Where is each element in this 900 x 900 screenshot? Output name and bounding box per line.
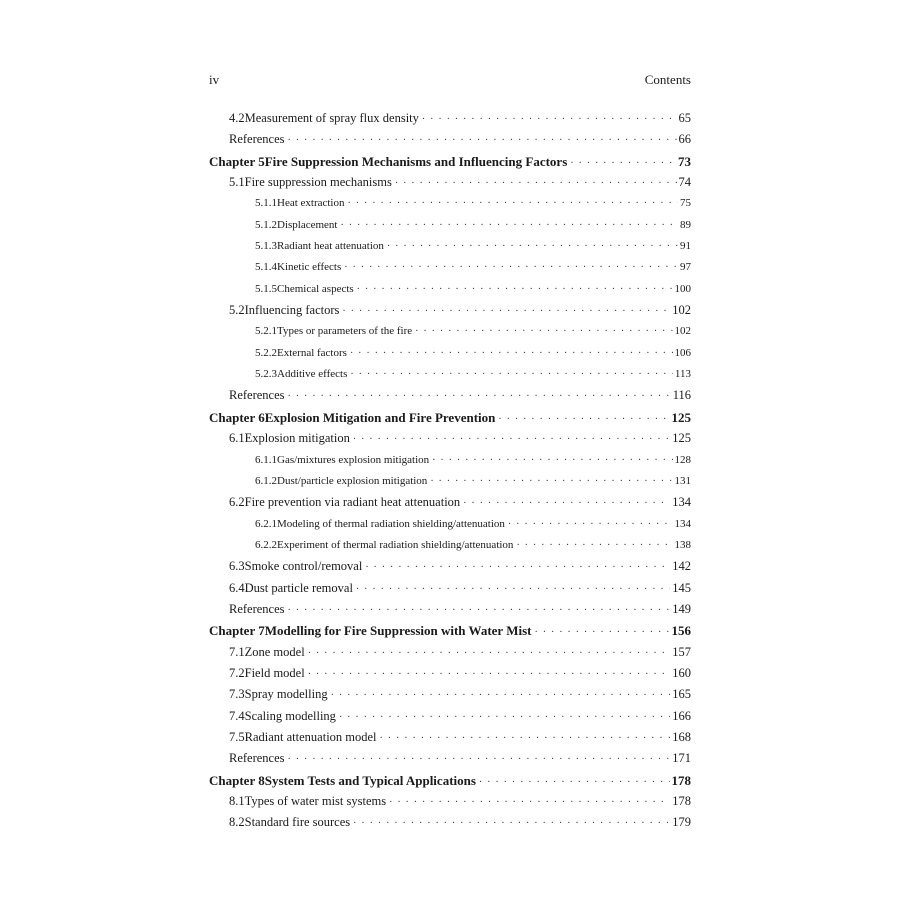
toc-entry-number: 5.1.4 [255,261,277,274]
toc-entry-page: 116 [672,388,691,403]
toc-references-entry[interactable] [209,599,691,620]
toc-entry-title: Fire Suppression Mechanisms and Influencing Factors [264,153,568,169]
toc-entry-title: Fire prevention via radiant heat attenuation [244,495,461,510]
toc-entry-number: 7.2 [229,665,245,680]
toc-references-entry[interactable] [209,129,691,150]
toc-entry-page: 131 [674,474,691,487]
dot-leader [350,364,673,385]
toc-entry-title: Spray modelling [244,687,328,702]
toc-entry-page: 91 [680,240,691,253]
dot-leader [344,257,678,278]
toc-entry-title: Scaling modelling [244,708,336,723]
dot-leader [535,622,670,643]
toc-entry-number: 7.5 [229,729,245,744]
toc-entry-page: 89 [680,218,691,231]
toc-entry-number: 5.2.1 [255,325,277,338]
toc-entry-title: Fire suppression mechanisms [244,175,392,190]
dot-leader [353,429,670,450]
dot-leader [308,664,671,685]
toc-entry-number: 6.2.1 [255,517,277,530]
toc-entry-title: Dust particle removal [244,580,353,595]
toc-entry-page: 73 [678,153,691,169]
toc-entry-title: References [229,751,285,766]
toc-entry-number: 5.1.1 [255,197,277,210]
toc-entry-number: 6.3 [229,559,245,574]
toc-entry-title: Experiment of thermal radiation shielding/attenuation [277,538,514,551]
toc-section-entry[interactable] [209,706,691,727]
toc-entry-title: Heat extraction [277,197,345,210]
dot-leader [430,471,672,492]
toc-section-entry[interactable] [209,663,691,684]
toc-section-entry[interactable] [209,727,691,748]
toc-entry-title: Explosion mitigation [244,431,350,446]
toc-entry-number: 5.1 [229,175,245,190]
dot-leader [308,643,671,664]
toc-entry-page: 125 [672,431,691,446]
toc-entry-page: 134 [672,495,691,510]
toc-entry-page: 97 [680,261,691,274]
toc-entry-number: 5.1.2 [255,218,277,231]
toc-section-entry[interactable] [209,215,691,236]
toc-section-entry[interactable] [209,172,691,193]
toc-entry-page: 74 [678,175,691,190]
toc-entry-title: Additive effects [277,368,348,381]
toc-entry-number: Chapter 7 [209,623,265,639]
dot-leader [331,685,671,706]
dot-leader [339,707,670,728]
toc-entry-page: 66 [678,132,691,147]
toc-section-entry[interactable] [209,193,691,214]
dot-leader [356,579,670,600]
toc-section-entry[interactable] [209,556,691,577]
toc-entry-number: 6.1.1 [255,453,277,466]
toc-entry-page: 142 [672,559,691,574]
toc-section-entry[interactable] [209,471,691,492]
toc-entry-number: 7.3 [229,687,245,702]
toc-section-entry[interactable] [209,364,691,385]
dot-leader [422,109,677,130]
toc-entry-title: Smoke control/removal [244,559,363,574]
toc-entry-number: 6.1.2 [255,474,277,487]
page-header [209,72,691,88]
toc-entry-number: 6.2.2 [255,538,277,551]
toc-entry-page: 128 [674,453,691,466]
toc-entry-number: 8.1 [229,794,245,808]
toc-entry-title: Radiant attenuation model [244,729,377,744]
toc-entry-number: Chapter 5 [209,153,265,169]
toc-entry-page: 75 [680,197,691,210]
toc-references-entry[interactable] [209,385,691,406]
dot-leader [342,301,670,322]
toc-entry-page: 157 [672,644,691,659]
dot-leader [498,409,669,430]
dot-leader [389,792,670,813]
toc-section-entry[interactable] [209,343,691,364]
toc-entry-title: Types of water mist systems [244,794,387,808]
toc-entry-page: 102 [672,303,691,318]
toc-entry-title: Modeling of thermal radiation shielding/attenuation [277,517,505,530]
toc-entry-page: 166 [672,708,691,723]
toc-entry-number: 6.4 [229,580,245,595]
dot-leader [348,193,679,214]
toc-entry-title: Chemical aspects [277,282,354,295]
dot-leader [395,173,677,194]
toc-section-entry[interactable] [209,257,691,278]
toc-entry-page: 113 [674,368,691,381]
toc-entry-number: 5.2 [229,303,245,318]
toc-entry-title: Influencing factors [244,303,340,318]
toc-entry-page: 100 [674,282,691,295]
toc-entry-title: References [229,601,285,616]
dot-leader [350,343,673,364]
toc-entry-page: 134 [674,517,691,530]
toc-entry-number: 7.1 [229,644,245,659]
toc-entry-page: 156 [671,623,691,639]
toc-section-entry[interactable] [209,492,691,513]
toc-entry-page: 145 [672,580,691,595]
toc-entry-title: Explosion Mitigation and Fire Prevention [264,409,496,425]
toc-chapter-entry[interactable] [209,151,691,172]
toc-section-entry[interactable] [209,321,691,342]
toc-entry-title: Radiant heat attenuation [277,240,384,253]
toc-entry-title: Kinetic effects [277,261,342,274]
toc-section-entry[interactable] [209,279,691,300]
toc-entry-number: 7.4 [229,708,245,723]
toc-entry-page: 138 [674,538,691,551]
toc-entry-number: 8.2 [229,815,245,830]
dot-leader [508,514,673,535]
page-number-roman: iv [209,72,220,87]
toc-entry-page: 179 [672,815,691,830]
dot-leader [288,600,671,621]
dot-leader [353,813,670,834]
toc-entry-title: Standard fire sources [244,815,351,830]
dot-leader [387,236,678,257]
toc-section-entry[interactable] [209,535,691,556]
toc-chapter-entry[interactable] [209,770,691,791]
dot-leader [288,130,677,151]
toc-entry-page: 171 [672,751,691,766]
toc-section-entry[interactable] [209,108,691,129]
toc-entry-number: 6.2 [229,495,245,510]
dot-leader [340,215,678,236]
toc-entry-number: Chapter 6 [209,409,265,425]
toc-entry-title: External factors [277,346,347,359]
toc-entry-number: 6.1 [229,431,245,446]
toc-entry-number: 5.2.3 [255,368,277,381]
toc-section-entry[interactable] [209,578,691,599]
toc-entry-page: 149 [672,601,691,616]
toc-references-entry[interactable] [209,748,691,769]
dot-leader [288,749,671,770]
toc-section-entry[interactable] [209,791,691,812]
toc-entry-page: 106 [674,346,691,359]
dot-leader [288,386,671,407]
toc-entry-page: 102 [674,325,691,338]
toc-entry-title: References [229,132,285,147]
toc-entry-title: Displacement [277,218,338,231]
toc-entry-number: 5.1.5 [255,282,277,295]
dot-leader [479,772,670,793]
toc-entry-title: Gas/mixtures explosion mitigation [277,453,430,466]
toc-entry-page: 165 [672,687,691,702]
toc-entry-number: 5.2.2 [255,346,277,359]
toc-section-entry[interactable] [209,514,691,535]
dot-leader [570,153,676,174]
dot-leader [365,557,670,578]
toc-entry-title: Dust/particle explosion mitigation [277,474,428,487]
dot-leader [432,450,672,471]
toc-chapter-entry[interactable] [209,407,691,428]
toc-section-entry[interactable] [209,450,691,471]
toc-entry-number: 5.1.3 [255,240,277,253]
running-title: Contents [644,72,691,87]
toc-section-entry[interactable] [209,684,691,705]
dot-leader [516,535,672,556]
toc-entry-title: Types or parameters of the fire [277,325,413,338]
dot-leader [357,279,673,300]
toc-entry-page: 168 [672,729,691,744]
toc-chapter-entry[interactable] [209,620,691,641]
dot-leader [463,493,670,514]
toc-entry-title: Zone model [244,644,305,659]
toc-entry-title: Measurement of spray flux density [244,111,419,125]
toc-entry-page: 178 [672,794,691,808]
toc-entry-title: Modelling for Fire Suppression with Water Mist [264,623,532,639]
toc-entry-page: 178 [671,772,691,788]
dot-leader [415,321,672,342]
toc-entry-title: References [229,388,285,403]
toc-section-entry[interactable] [209,642,691,663]
toc-entry-number: Chapter 8 [209,772,265,788]
dot-leader [380,728,671,749]
toc-section-entry[interactable] [209,812,691,833]
toc-section-entry[interactable] [209,236,691,257]
toc-entry-number: 4.2 [229,111,245,125]
toc-entry-title: Field model [244,665,305,680]
toc-entry-page: 65 [678,111,691,125]
toc-section-entry[interactable] [209,428,691,449]
toc-entry-title: System Tests and Typical Applications [264,772,476,788]
toc-section-entry[interactable] [209,300,691,321]
toc-entry-page: 125 [671,409,691,425]
table-of-contents [209,108,691,834]
toc-entry-page: 160 [672,665,691,680]
